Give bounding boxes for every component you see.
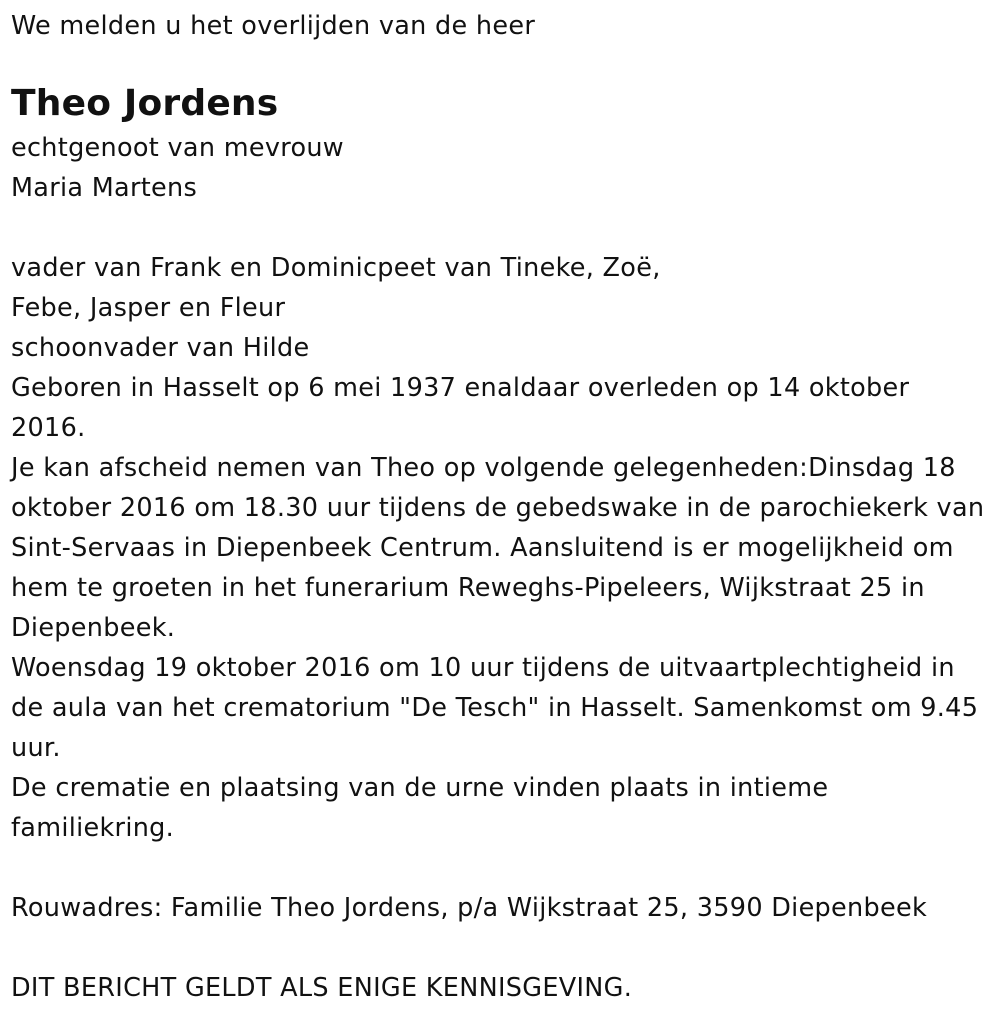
spacer	[11, 208, 986, 248]
address-line: Rouwadres: Familie Theo Jordens, p/a Wijkstraat 25, 3590 Diepenbeek	[11, 893, 928, 923]
funeral-paragraph: Woensdag 19 oktober 2016 om 10 uur tijdens de uitvaartplechtigheid in de aula van het crematorium "De Tesch" in Hasselt. Samenkomst om 9.45 uur.	[11, 653, 979, 763]
father-line-2: Febe, Jasper en Fleur	[11, 293, 286, 323]
father-line-1: vader van Frank en Dominicpeet van Tineke, Zoë,	[11, 253, 661, 283]
closing-line: DIT BERICHT GELDT ALS ENIGE KENNISGEVING.	[11, 973, 633, 1003]
deceased-name: Theo Jordens	[11, 83, 279, 124]
cremation-paragraph: De crematie en plaatsing van de urne vinden plaats in intieme familiekring.	[11, 773, 829, 843]
intro-text: We melden u het overlijden van de heer	[11, 11, 536, 41]
spouse-line-1: echtgenoot van mevrouw	[11, 133, 344, 163]
death-notice	[11, 6, 986, 1008]
spacer	[11, 928, 986, 968]
spouse-line-2: Maria Martens	[11, 173, 198, 203]
farewell-paragraph: Je kan afscheid nemen van Theo op volgende gelegenheden:Dinsdag 18 oktober 2016 om 18.30 uur tijdens de gebedswake in de parochiekerk van Sint-Servaas in Diepenbeek Centrum. Aansluitend is er mogelijkheid om hem te groeten in het funerarium Reweghs-Pipeleers, Wijkstraat 25 in Diepenbeek.	[11, 453, 985, 643]
father-in-law-line: schoonvader van Hilde	[11, 333, 310, 363]
birth-death-paragraph: Geboren in Hasselt op 6 mei 1937 enaldaar overleden op 14 oktober 2016.	[11, 373, 910, 443]
spacer	[11, 848, 986, 888]
